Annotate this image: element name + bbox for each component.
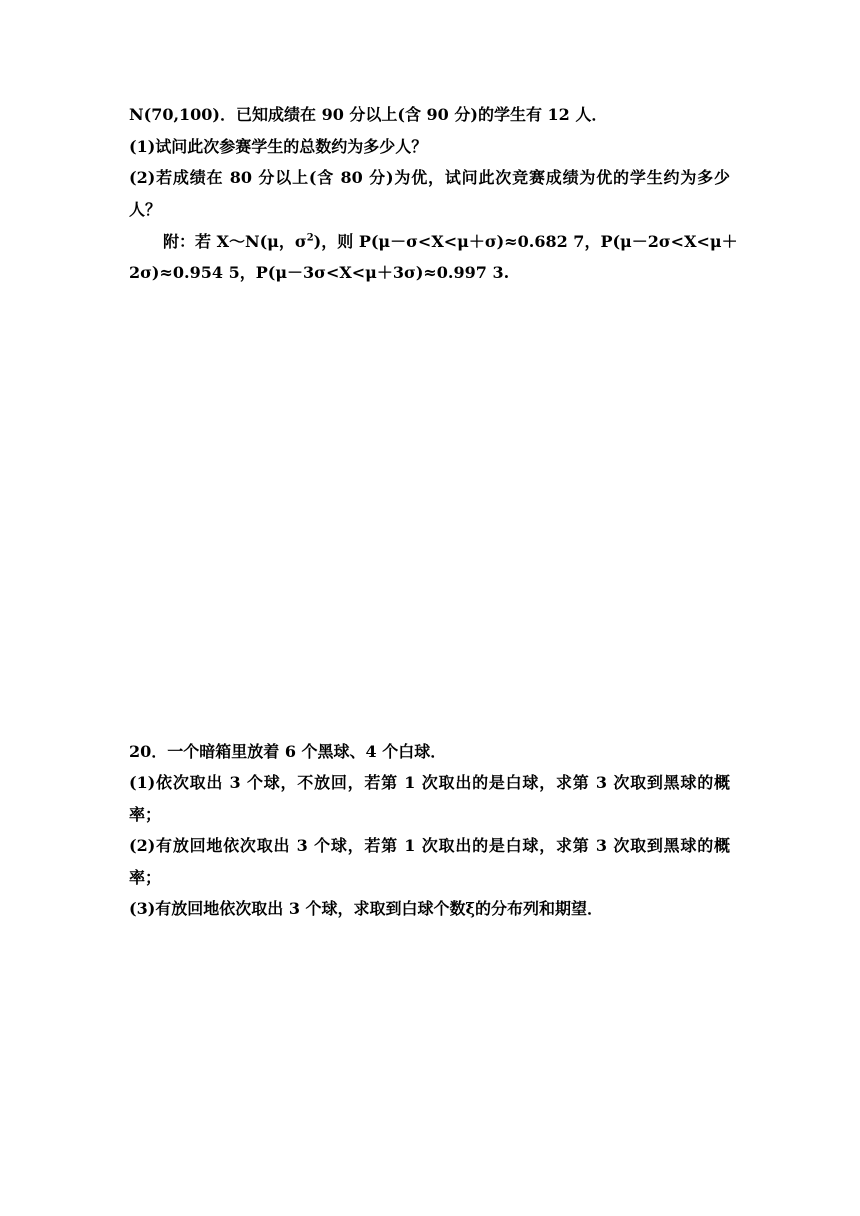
p20-question-2-line-1: (2)有放回地依次取出 3 个球，若第 1 次取出的是白球，求第 3 次取到黑球的概 bbox=[129, 836, 730, 855]
p20-stem: 20．一个暗箱里放着 6 个黑球、4 个白球． bbox=[129, 742, 447, 761]
p20-question-2-line-2: 率； bbox=[129, 868, 162, 887]
p19-question-2-line-1: (2)若成绩在 80 分以上(含 80 分)为优，试问此次竞赛成绩为优的学生约为多少 bbox=[129, 168, 730, 187]
p20-question-3: (3)有放回地依次取出 3 个球，求取到白球个数ξ的分布列和期望． bbox=[129, 899, 604, 918]
p19-question-2-line-2: 人？ bbox=[129, 200, 162, 219]
p19-question-1: (1)试问此次参赛学生的总数约为多少人？ bbox=[129, 137, 428, 156]
p19-note-part-b: )，则 P(μ－σ<X<μ＋σ)≈0.682 7，P(μ－2σ<X<μ＋ bbox=[313, 232, 738, 251]
p19-note-line-1 bbox=[163, 232, 738, 252]
p19-note-part-a: 附：若 X～N(μ，σ bbox=[163, 232, 307, 251]
p19-note-line-2: 2σ)≈0.954 5，P(μ－3σ<X<μ＋3σ)≈0.997 3. bbox=[129, 263, 510, 282]
p19-note-superscript: 2 bbox=[306, 232, 314, 244]
p19-line-distribution: N(70,100)．已知成绩在 90 分以上(含 90 分)的学生有 12 人． bbox=[129, 105, 608, 124]
p20-question-1-line-1: (1)依次取出 3 个球，不放回，若第 1 次取出的是白球，求第 3 次取到黑球的概 bbox=[129, 773, 730, 792]
p20-question-1-line-2: 率； bbox=[129, 805, 162, 824]
